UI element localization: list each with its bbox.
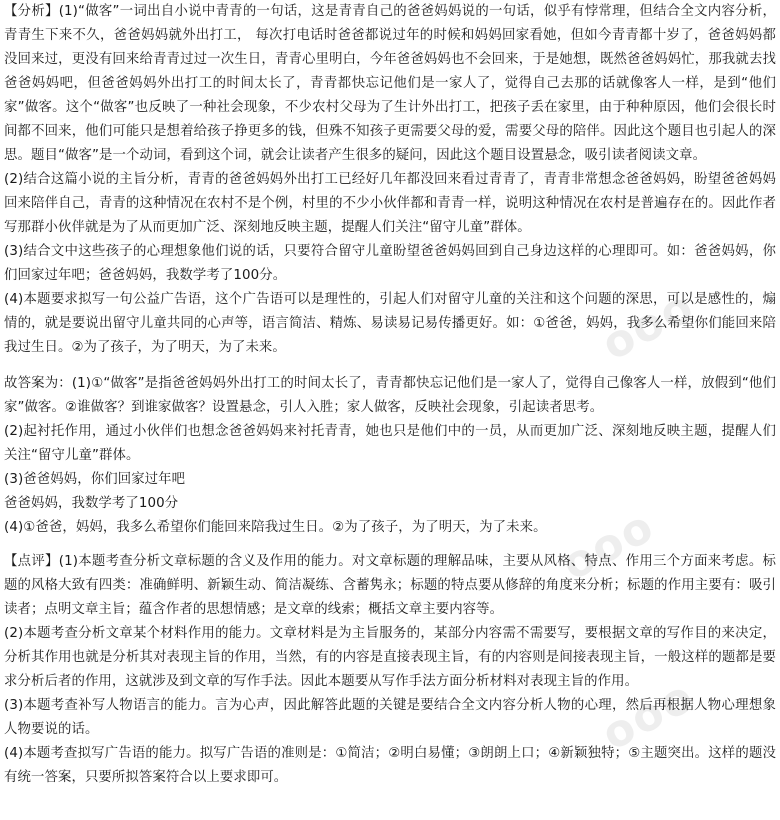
section-gap — [4, 540, 776, 550]
section-gap — [4, 360, 776, 372]
answer-line-4: 爸爸妈妈，我数学考了100分 — [4, 496, 179, 511]
answer-line-5: (4)①爸爸，妈妈，我多么希望你们能回来陪我过生日。②为了孩子，为了明天，为了未来。 — [4, 520, 547, 535]
analysis-paragraph-4: (4)本题要求拟写一句公益广告语，这个广告语可以是理性的，引起人们对留守儿童的关注和这个问题的深思，可以是感性的，煽情的，就是要说出留守儿童共同的心声等，语言简洁、精炼、易读易记易传播更好。如：①爸爸，妈妈，我多么希望你们能回来陪我过生日。②为了孩子，为了明天，为了未来。 — [4, 292, 776, 355]
comment-paragraph-3: (3)本题考查补写人物语言的能力。言为心声，因此解答此题的关键是要结合全文内容分析人物的心理，然后再根据人物心理想象人物要说的话。 — [4, 698, 776, 737]
analysis-paragraph-1: 【分析】(1)“做客”一词出自小说中青青的一句话，这是青青自己的爸爸妈妈说的一句话，似乎有悖常理，但结合全文内容分析，青青生下来不久，爸爸妈妈就外出打工， 每次打电话时爸爸都说过年的时候和妈妈回家看她，但如今青青都十岁了，爸爸妈妈都没回来过，更没有回来给青青过过一次生日，青青心里明白，今年爸爸妈妈也不会回来，于是她想，既然爸爸妈妈忙，那我就去找爸爸妈妈吧，但爸爸妈妈外出打工的时间太长了，青青都快忘记他们是一家人了，觉得自己去那的话就像客人一样，是到“他们家”做客。这个“做客”也反映了一种社会现象，不少农村父母为了生计外出打工，把孩子丢在家里，由于种种原因，他们会很长时间都不回来，他们可能只是想着给孩子挣更多的钱，但殊不知孩子更需要父母的爱，需要父母的陪伴。因此这个题目也引起人的深思。题目“做客”是一个动词，看到这个词，就会让读者产生很多的疑问，因此这个题目设置悬念，吸引读者阅读文章。 — [4, 4, 776, 163]
comment-paragraph-4: (4)本题考查拟写广告语的能力。拟写广告语的准则是：①简洁；②明白易懂；③朗朗上口；④新颖独特；⑤主题突出。这样的题没有统一答案，只要所拟答案符合以上要求即可。 — [4, 746, 776, 785]
analysis-section — [4, 0, 776, 360]
document-body — [4, 0, 776, 790]
watermark: ooo — [593, 280, 704, 371]
answer-line-1: 故答案为：(1)①“做客”是指爸爸妈妈外出打工的时间太长了，青青都快忘记他们是一家人了，觉得自己像客人一样，放假到“他们家”做客。②谁做客？到谁家做客？设置悬念，引人入胜；家人做客，反映社会现象，引起读者思考。 — [4, 376, 776, 415]
comment-section — [4, 550, 776, 790]
comment-paragraph-1: 【点评】(1)本题考查分析文章标题的含义及作用的能力。对文章标题的理解品味，主要从风格、特点、作用三个方面来考虑。标题的风格大致有四类：准确鲜明、新颖生动、简洁凝练、含蓄隽永；标题的特点要从修辞的角度来分析；标题的作用主要有：吸引读者；点明文章主旨；蕴含作者的思想情感；是文章的线索；概括文章主要内容等。 — [4, 554, 776, 617]
watermark: ooo — [593, 670, 704, 761]
watermark: ooo — [553, 500, 664, 591]
answer-line-2: (2)起衬托作用，通过小伙伴们也想念爸爸妈妈来衬托青青，她也只是他们中的一员，从而更加广泛、深刻地反映主题，提醒人们关注“留守儿童”群体。 — [4, 424, 776, 463]
comment-paragraph-2: (2)本题考查分析文章某个材料作用的能力。文章材料是为主旨服务的，某部分内容需不需要写，要根据文章的写作目的来决定，分析其作用也就是分析其对表现主旨的作用，当然，有的内容是直接表现主旨，有的内容则是间接表现主旨，一般这样的题都是要求分析后者的作用，这就涉及到文章的写作手法。因此本题要从写作手法方面分析材料对表现主旨的作用。 — [4, 626, 776, 689]
analysis-paragraph-3: (3)结合文中这些孩子的心理想象他们说的话，只要符合留守儿童盼望爸爸妈妈回到自己身边这样的心理即可。如：爸爸妈妈，你们回家过年吧；爸爸妈妈，我数学考了100分。 — [4, 244, 776, 283]
answer-section — [4, 372, 776, 540]
analysis-paragraph-2: (2)结合这篇小说的主旨分析，青青的爸爸妈妈外出打工已经好几年都没回来看过青青了，青青非常想念爸爸妈妈，盼望爸爸妈妈回来陪伴自己，青青的这种情况在农村不是个例，村里的不少小伙伴都和青青一样，说明这种情况在农村是普遍存在的。因此作者写那群小伙伴就是为了从而更加广泛、深刻地反映主题，提醒人们关注“留守儿童”群体。 — [4, 172, 776, 235]
answer-line-3: (3)爸爸妈妈，你们回家过年吧 — [4, 472, 186, 487]
